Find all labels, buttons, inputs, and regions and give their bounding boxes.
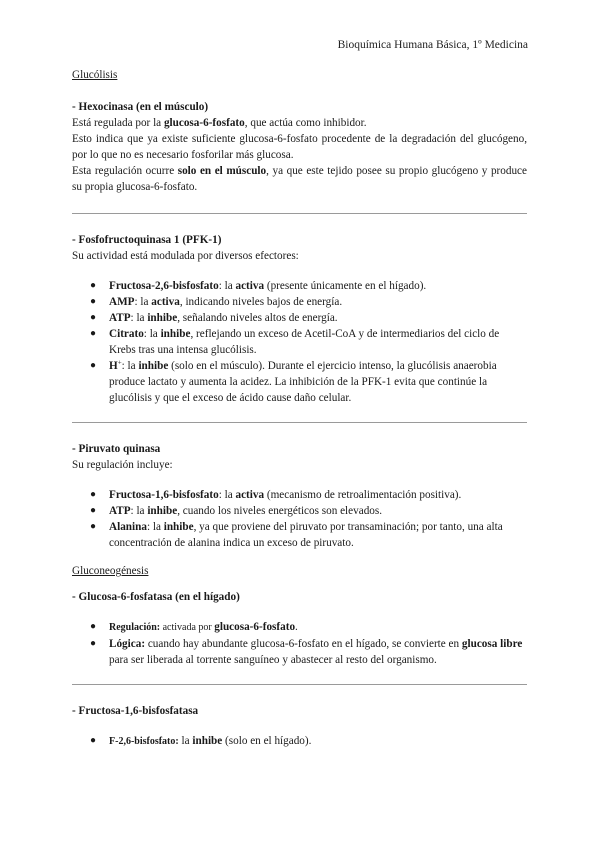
pyruvate-kinase-intro: Su regulación incluye: [72, 459, 173, 471]
list-item: ● Citrato: la inhibe, reflejando un exceso de Acetil-CoA y de intermediarios del ciclo de Krebs tras una intensa glucólisis. [90, 328, 500, 356]
enzyme-heading-hexokinase: - Hexocinasa (en el músculo) [72, 101, 209, 113]
list-item: ● F-2,6-bisfosfato: la inhibe (solo en el hígado). [90, 735, 312, 747]
list-item: ● H+: la inhibe (solo en el músculo). Durante el ejercicio intenso, la glucólisis anaerobia produce lactato y aumenta la acidez. La inhibición de la PFK-1 evita que continúe la glucólisis y que el exceso de ácido cause daño celular. [90, 358, 497, 404]
g6pase-list [72, 619, 527, 668]
list-item: ● Fructosa-1,6-bisfosfato: la activa (mecanismo de retroalimentación positiva). [90, 489, 462, 501]
bullet-icon: ● [90, 638, 97, 649]
page-header: Bioquímica Humana Básica, 1º Medicina [337, 39, 528, 51]
bullet-icon: ● [90, 280, 97, 291]
bullet-icon: ● [90, 312, 97, 323]
section-title-glycolysis: Glucólisis [72, 69, 118, 81]
pyruvate-kinase-list [72, 487, 527, 551]
enzyme-heading-g6pase: - Glucosa-6-fosfatasa (en el hígado) [72, 591, 240, 603]
bullet-icon: ● [90, 489, 97, 500]
hexokinase-paragraph-1: Está regulada por la glucosa-6-fosfato, que actúa como inhibidor. [72, 117, 367, 129]
pfk1-effector-list [72, 278, 527, 406]
enzyme-heading-pyruvate-kinase: - Piruvato quinasa [72, 443, 161, 455]
hexokinase-paragraph-2: Esto indica que ya existe suficiente glucosa-6-fosfato procedente de la degradación del glucógeno, por lo que no es necesario fosforilar más glucosa. [72, 133, 527, 161]
fbpase-list [72, 733, 527, 750]
list-item: ● Fructosa-2,6-bisfosfato: la activa (presente únicamente en el hígado). [90, 280, 427, 292]
list-item: ● ATP: la inhibe, señalando niveles altos de energía. [90, 312, 338, 324]
hexokinase-paragraph-3: Esta regulación ocurre solo en el músculo, ya que este tejido posee su propio glucógeno y produce su propia glucosa-6-fosfato. [72, 165, 527, 193]
list-item: ● ATP: la inhibe, cuando los niveles energéticos son elevados. [90, 505, 383, 517]
bullet-icon: ● [90, 360, 97, 371]
bullet-icon: ● [90, 505, 97, 516]
list-item: ● Alanina: la inhibe, ya que proviene del piruvato por transaminación; por tanto, una alta concentración de alanina indica un exceso de piruvato. [90, 521, 503, 549]
bullet-icon: ● [90, 621, 97, 632]
pfk1-intro: Su actividad está modulada por diversos efectores: [72, 250, 299, 262]
bullet-icon: ● [90, 735, 97, 746]
bullet-icon: ● [90, 328, 97, 339]
bullet-icon: ● [90, 521, 97, 532]
enzyme-heading-fbpase: - Fructosa-1,6-bisfosfatasa [72, 705, 199, 717]
document-body [72, 67, 527, 750]
list-item: ● AMP: la activa, indicando niveles bajos de energía. [90, 296, 343, 308]
section-title-gluconeogenesis: Gluconeogénesis [72, 565, 149, 577]
bullet-icon: ● [90, 296, 97, 307]
list-item: ● Lógica: cuando hay abundante glucosa-6-fosfato en el hígado, se convierte en glucosa libre para ser liberada al torrente sanguíneo y abastecer al resto del organismo. [90, 638, 523, 666]
enzyme-heading-pfk1: - Fosfofructoquinasa 1 (PFK-1) [72, 234, 222, 246]
list-item: ● Regulación: activada por glucosa-6-fosfato. [90, 621, 298, 633]
